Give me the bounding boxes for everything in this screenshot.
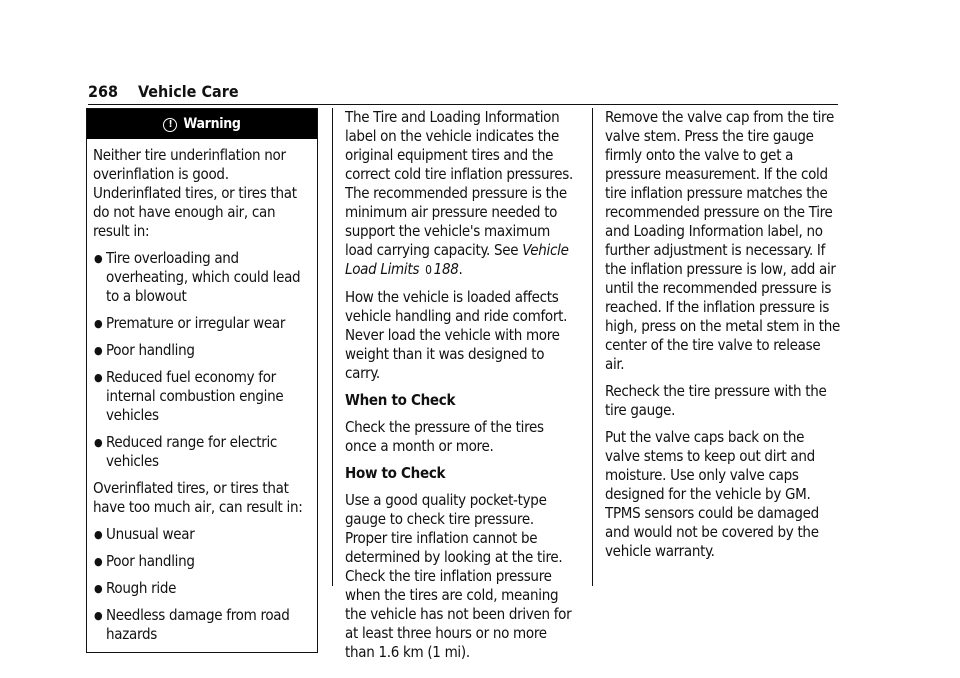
- page-number: 268: [88, 82, 119, 101]
- list-item: ● Poor handling: [94, 552, 195, 570]
- column-right: [605, 108, 841, 569]
- cross-reference-page[interactable]: 188: [433, 260, 459, 278]
- bullet-icon: ●: [94, 609, 103, 622]
- list-item: ● Poor handling: [94, 341, 195, 359]
- paragraph-how: Use a good quality pocket-type gauge to check tire pressure. Proper tire inflation cannot be determined by looking at the tire. Check the tire inflation pressure when the tires are cold, meaning the vehicle has not been driven for at least three hours or no more than 1.6 km (1 mi).: [345, 491, 572, 661]
- list-item: ● Premature or irregular wear: [94, 314, 286, 332]
- bullet-icon: ●: [94, 344, 103, 357]
- heading-how-to-check: How to Check: [345, 464, 446, 482]
- warning-intro: Neither tire underinflation nor overinflation is good. Underinflated tires, or tires that do not have enough air, can result in:: [93, 146, 297, 240]
- paragraph-label-info: The Tire and Loading Information label on the vehicle indicates the original equipment tires and the correct cold tire inflation pressures. The recommended pressure is the minimum air pressure needed to support the vehicle's maximum load carrying capacity. See Vehicle Load Limits 0 188.: [345, 108, 573, 278]
- list-item: ● Reduced range for electric vehicles: [94, 433, 278, 470]
- heading-when-to-check: When to Check: [345, 391, 456, 409]
- warning-box: [86, 108, 318, 653]
- list-item: ● Rough ride: [94, 579, 177, 597]
- overinflation-list: [93, 525, 311, 644]
- bullet-icon: ●: [94, 582, 103, 595]
- cross-reference-link[interactable]: Vehicle Load Limits: [345, 241, 569, 278]
- warning-icon: !: [163, 118, 177, 132]
- list-item: ● Unusual wear: [94, 525, 195, 543]
- column-left: [86, 108, 318, 653]
- bullet-icon: ●: [94, 317, 103, 330]
- list-item: ● Needless damage from road hazards: [94, 606, 290, 643]
- underinflation-list: [93, 249, 311, 471]
- paragraph-when: Check the pressure of the tires once a month or more.: [345, 418, 544, 455]
- column-middle: [345, 108, 577, 670]
- bullet-icon: ●: [94, 252, 103, 265]
- warning-body: [87, 139, 317, 652]
- bullet-icon: ●: [94, 436, 103, 449]
- column-divider: [592, 108, 593, 586]
- list-item: ● Tire overloading and overheating, which could lead to a blowout: [94, 249, 301, 305]
- column-divider: [332, 108, 333, 586]
- paragraph-loading: How the vehicle is loaded affects vehicle handling and ride comfort. Never load the vehicle with more weight than it was designed to carry.: [345, 288, 568, 382]
- overinflation-intro: Overinflated tires, or tires that have too much air, can result in:: [93, 479, 303, 516]
- page-header: [88, 82, 838, 105]
- bullet-icon: ●: [94, 555, 103, 568]
- bullet-icon: ●: [94, 528, 103, 541]
- paragraph-recheck: Recheck the tire pressure with the tire gauge.: [605, 382, 827, 419]
- paragraph-valve-caps: Put the valve caps back on the valve stems to keep out dirt and moisture. Use only valve caps designed for the vehicle by GM. TPMS sensors could be damaged and would not be covered by the vehicle warranty.: [605, 428, 819, 560]
- section-title: Vehicle Care: [138, 82, 239, 101]
- paragraph-valve: Remove the valve cap from the tire valve stem. Press the tire gauge firmly onto the valve to get a pressure measurement. If the cold tire inflation pressure matches the recommended pressure on the Tire and Loading Information label, no further adjustment is necessary. If the inflation pressure is low, add air until the recommended pressure is reached. If the inflation pressure is high, press on the metal stem in the center of the tire valve to release air.: [605, 108, 841, 373]
- warning-title: Warning: [183, 116, 241, 132]
- warning-header: [87, 109, 317, 139]
- bullet-icon: ●: [94, 371, 103, 384]
- list-item: ● Reduced fuel economy for internal combustion engine vehicles: [94, 368, 284, 424]
- page-arrow-icon: 0: [425, 263, 432, 277]
